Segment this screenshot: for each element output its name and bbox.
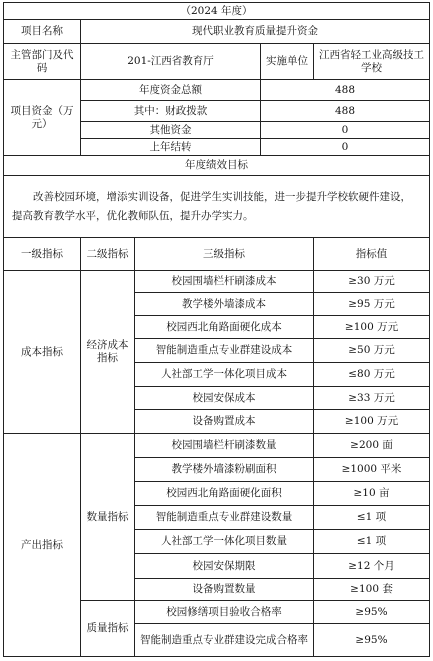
header-level2: 二级指标 <box>81 238 135 271</box>
indicator-value: ≤80 万元 <box>314 363 430 387</box>
indicator-name: 校园修缮项目验收合格率 <box>135 601 314 624</box>
indicator-name: 人社部工学一体化项目成本 <box>135 363 314 387</box>
indicator-name: 设备购置数量 <box>135 579 314 601</box>
indicator-value: ≥12 个月 <box>314 554 430 579</box>
funds-row-label: 其中：财政拨款 <box>81 101 261 122</box>
implementing-unit-value: 江西省轻工业高级技工学校 <box>314 44 430 80</box>
header-level1: 一级指标 <box>4 238 81 271</box>
indicator-value: ≤1 项 <box>314 530 430 554</box>
funds-row-label: 年度资金总额 <box>81 80 261 101</box>
funds-row-label: 其他资金 <box>81 122 261 139</box>
indicator-value: ≥33 万元 <box>314 387 430 410</box>
funds-row-value: 488 <box>261 80 430 101</box>
indicator-value: ≥95 万元 <box>314 293 430 316</box>
funds-row-value: 488 <box>261 101 430 122</box>
project-funds-label: 项目资金（万元） <box>4 80 81 156</box>
indicator-value: ≥95% <box>314 624 430 657</box>
quantity-level2: 数量指标 <box>81 434 135 601</box>
implementing-unit-label: 实施单位 <box>261 44 314 80</box>
indicator-value: ≥10 亩 <box>314 482 430 506</box>
indicator-name: 校园安保期限 <box>135 554 314 579</box>
annual-goal-title: 年度绩效目标 <box>4 156 430 176</box>
performance-target-table <box>3 2 430 657</box>
indicator-name: 智能制造重点专业群建设完成合格率 <box>135 624 314 657</box>
indicator-name: 教学楼外墙漆成本 <box>135 293 314 316</box>
funds-row-value: 0 <box>261 139 430 156</box>
indicator-value: ≥200 面 <box>314 434 430 458</box>
indicator-value: ≥95% <box>314 601 430 624</box>
indicator-name: 智能制造重点专业群建设成本 <box>135 339 314 363</box>
indicator-value: ≥100 万元 <box>314 410 430 434</box>
cost-level2: 经济成本指标 <box>81 271 135 434</box>
indicator-name: 校园安保成本 <box>135 387 314 410</box>
indicator-name: 校园围墙栏杆刷漆成本 <box>135 271 314 293</box>
indicator-name: 校园围墙栏杆刷漆数量 <box>135 434 314 458</box>
indicator-name: 智能制造重点专业群建设数量 <box>135 506 314 530</box>
indicator-name: 人社部工学一体化项目数量 <box>135 530 314 554</box>
indicator-value: ≥30 万元 <box>314 271 430 293</box>
indicator-name: 设备购置成本 <box>135 410 314 434</box>
project-name-label: 项目名称 <box>4 20 81 44</box>
year-title: （2024 年度） <box>4 3 430 20</box>
indicator-name: 校园西北角路面硬化成本 <box>135 316 314 339</box>
indicator-value: ≥1000 平米 <box>314 458 430 482</box>
indicator-value: ≥50 万元 <box>314 339 430 363</box>
indicator-name: 校园西北角路面硬化面积 <box>135 482 314 506</box>
funds-row-value: 0 <box>261 122 430 139</box>
department-value: 201-江西省教育厅 <box>81 44 261 80</box>
indicator-value: ≥100 万元 <box>314 316 430 339</box>
output-level1: 产出指标 <box>4 434 81 657</box>
quality-level2: 质量指标 <box>81 601 135 657</box>
indicator-value: ≤1 项 <box>314 506 430 530</box>
header-level3: 三级指标 <box>135 238 314 271</box>
funds-row-label: 上年结转 <box>81 139 261 156</box>
department-label: 主管部门及代码 <box>4 44 81 80</box>
annual-goal-text: 改善校园环境，增添实训设备，促进学生实训技能，进一步提升学校软硬件建设，提高教育教学水平，优化教师队伍，提升办学实力。 <box>4 176 430 238</box>
indicator-name: 教学楼外墙漆粉刷面积 <box>135 458 314 482</box>
header-value: 指标值 <box>314 238 430 271</box>
indicator-value: ≥100 套 <box>314 579 430 601</box>
cost-level1: 成本指标 <box>4 271 81 434</box>
project-name-value: 现代职业教育质量提升资金 <box>81 20 430 44</box>
